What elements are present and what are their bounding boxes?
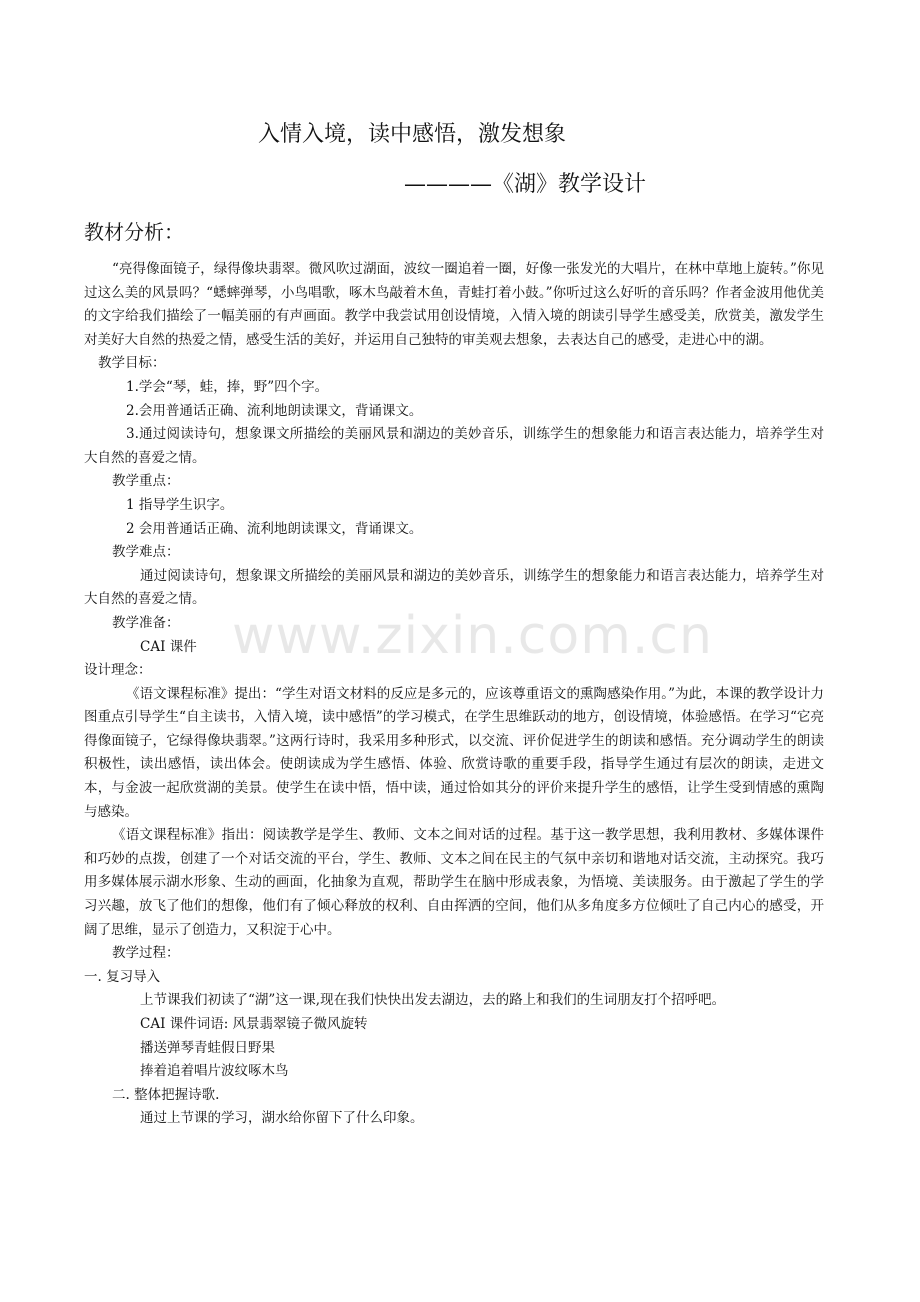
preparation-item: CAI 课件 xyxy=(140,638,197,655)
process-step-2-heading: 二. 整体把握诗歌. xyxy=(112,1086,220,1103)
heading-difficulties: 教学难点： xyxy=(112,544,180,561)
design-concept-paragraph-1: 《语文课程标准》提出：“学生对语文材料的反应是多元的，应该尊重语文的熏陶感染作用。”为此，本课的教学设计力图重点引导学生“自主读书，入情入境，读中感悟”的学习模式，在学生思维跃动的地方，创设情境，体验感悟。在学习“它亮得像面镜子，它绿得像块翡翠。”这两行诗时，我采用多种形式，以交流、评价促进学生的朗读和感悟。充分调动学生的朗读积极性，读出感悟，读出体会。使朗读成为学生感悟、体验、欣赏诗歌的重要手段，指导学生通过有层次的朗读，走进文本，与金波一起欣赏湖的美景。使学生在读中悟，悟中读，通过恰如其分的评价来提升学生的感悟，让学生受到情感的熏陶与感染。 xyxy=(84,685,824,820)
key-point-2: 2 会用普通话正确、流利地朗读课文，背诵课文。 xyxy=(126,520,423,537)
heading-teaching-process: 教学过程： xyxy=(112,945,180,962)
watermark-text: www.zixin.com.cn xyxy=(232,606,713,666)
goal-item-2: 2.会用普通话正确、流利地朗读课文，背诵课文。 xyxy=(126,402,423,419)
process-step-1-text: 上节课我们初读了“湖”这一课,现在我们快快出发去湖边，去的路上和我们的生词朋友打个招呼吧。 xyxy=(140,992,726,1009)
document-body xyxy=(84,258,824,1131)
key-point-1: 1 指导学生识字。 xyxy=(126,496,234,513)
heading-design-concept: 设计理念： xyxy=(84,662,152,679)
cai-vocabulary-line-2: 播送弹琴青蛙假日野果 xyxy=(140,1039,275,1056)
cai-vocabulary-line-3: 捧着追着唱片波纹啄木鸟 xyxy=(140,1063,289,1080)
process-step-2-text: 通过上节课的学习，湖水给你留下了什么印象。 xyxy=(140,1110,424,1127)
design-concept-paragraph-2: 《语文课程标准》指出：阅读教学是学生、教师、文本之间对话的过程。基于这一教学思想，我利用教材、多媒体课件和巧妙的点拨，创建了一个对话交流的平台，学生、教师、文本之间在民主的气氛中亲切和谐地对话交流，主动探究。我巧用多媒体展示湖水形象、生动的画面，化抽象为直观，帮助学生在脑中形成表象，为悟境、美读服务。由于激起了学生的学习兴趣，放飞了他们的想像，他们有了倾心释放的权利、自由挥洒的空间，他们从多角度多方位倾吐了自己内心的感受，开阔了思维，显示了创造力，又积淀于心中。 xyxy=(84,827,824,938)
document-title: 入情入境，读中感悟，激发想象 xyxy=(258,122,567,147)
process-step-1-heading: 一. 复习导入 xyxy=(84,968,161,985)
goal-item-3: 3.通过阅读诗句，想象课文所描绘的美丽风景和湖边的美妙音乐，训练学生的想象能力和语言表达能力，培养学生对大自然的喜爱之情。 xyxy=(84,426,824,466)
heading-key-points: 教学重点： xyxy=(112,473,180,490)
paragraph-intro: “亮得像面镜子，绿得像块翡翠。微风吹过湖面，波纹一圈追着一圈，好像一张发光的大唱片，在林中草地上旋转。”你见过这么美的风景吗？“蟋蟀弹琴，小鸟唱歌，啄木鸟敲着木鱼，青蛙打着小鼓。”你听过这么好听的音乐吗？作者金波用他优美的文字给我们描绘了一幅美丽的有声画面。教学中我尝试用创设情境，入情入境的朗读引导学生感受美，欣赏美，激发学生对美好大自然的热爱之情，感受生活的美好，并运用自己独特的审美观去想象，去表达自己的感受，走进心中的湖。 xyxy=(84,261,824,348)
cai-vocabulary-line-1: CAI 课件词语: 风景翡翠镜子微风旋转 xyxy=(140,1016,368,1032)
difficulty-text: 通过阅读诗句，想象课文所描绘的美丽风景和湖边的美妙音乐，训练学生的想象能力和语言表达能力，培养学生对大自然的喜爱之情。 xyxy=(84,567,824,608)
section-heading-material-analysis: 教材分析： xyxy=(84,220,184,244)
heading-preparation: 教学准备： xyxy=(112,614,180,631)
document-subtitle: ————《湖》教学设计 xyxy=(404,172,647,197)
heading-teaching-goals: 教学目标： xyxy=(98,355,166,372)
goal-item-1: 1.学会“琴，蛙，捧，野”四个字。 xyxy=(126,378,329,395)
